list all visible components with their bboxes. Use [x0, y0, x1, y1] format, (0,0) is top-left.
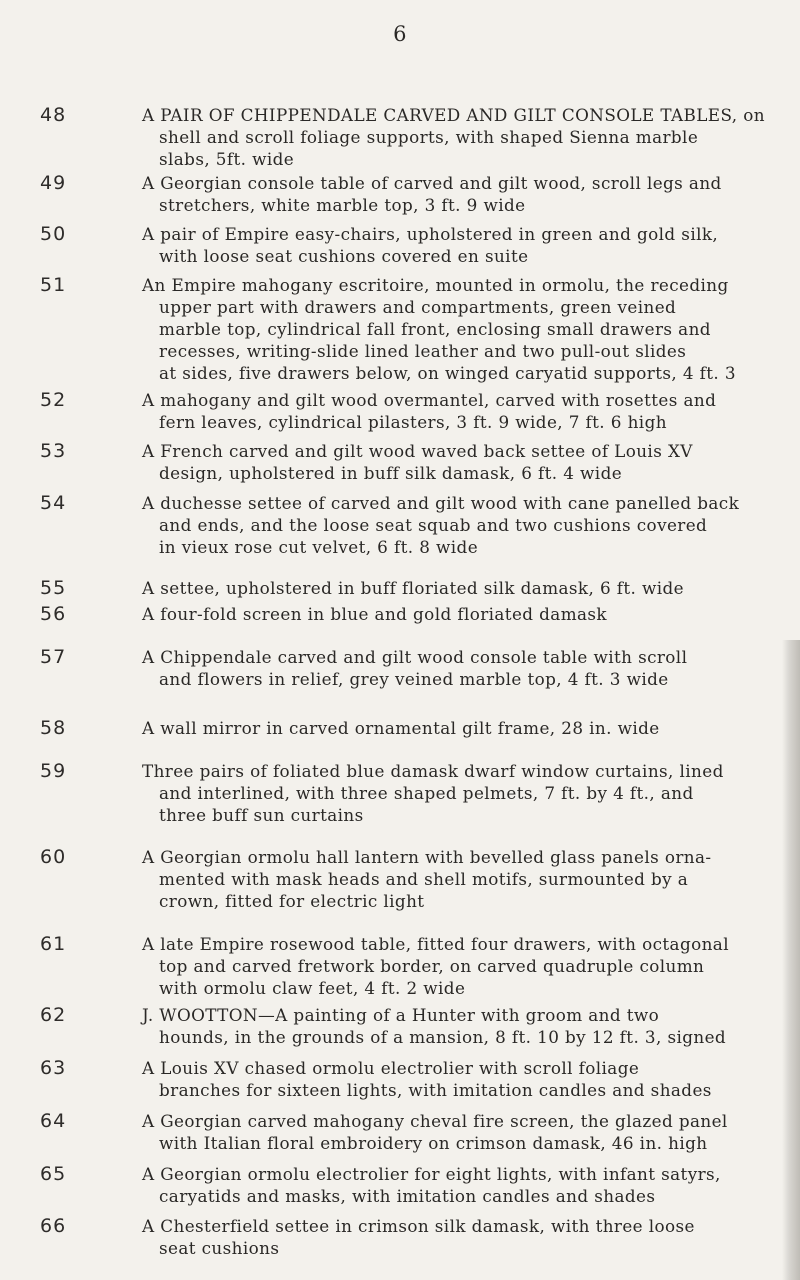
- lot-description-line: seat cushions: [159, 1238, 280, 1258]
- lot-description-line: A Chesterfield settee in crimson silk damask, with three loose: [142, 1216, 695, 1236]
- lot-description-line: A settee, upholstered in buff floriated silk damask, 6 ft. wide: [142, 578, 685, 598]
- lot-number: 52: [40, 389, 67, 411]
- lot-description-line: at sides, five drawers below, on winged caryatid supports, 4 ft. 3: [159, 363, 736, 383]
- lot-description-line: upper part with drawers and compartments, green veined: [159, 297, 677, 317]
- lot-description: [142, 1215, 782, 1259]
- lot-description: [142, 389, 782, 433]
- lot-number: 57: [40, 646, 67, 668]
- lot-description: [142, 603, 782, 625]
- lot-description: [142, 646, 782, 690]
- lot-description: [142, 440, 782, 484]
- lot-description: [142, 492, 782, 558]
- lot-description: [142, 1110, 782, 1154]
- lot-description-line: A duchesse settee of carved and gilt wood with cane panelled back: [142, 493, 740, 513]
- lot-number: 66: [40, 1215, 67, 1237]
- lot-description-line: branches for sixteen lights, with imitation candles and shades: [159, 1080, 712, 1100]
- lot-description: [142, 760, 782, 826]
- lot-description: [142, 1004, 782, 1048]
- lot-description: [142, 933, 782, 999]
- lot-description-line: A mahogany and gilt wood overmantel, carved with rosettes and: [142, 390, 717, 410]
- lot-description-line: A wall mirror in carved ornamental gilt frame, 28 in. wide: [142, 718, 660, 738]
- lot-number: 49: [40, 172, 67, 194]
- lot-number: 65: [40, 1163, 67, 1185]
- lot-description-line: fern leaves, cylindrical pilasters, 3 ft. 9 wide, 7 ft. 6 high: [159, 412, 667, 432]
- lot-description-line: A Chippendale carved and gilt wood console table with scroll: [142, 647, 688, 667]
- lot-description-line: A Georgian ormolu hall lantern with bevelled glass panels orna-: [142, 847, 712, 867]
- lot-description-line: A late Empire rosewood table, fitted four drawers, with octagonal: [142, 934, 729, 954]
- lot-description: [142, 104, 782, 170]
- lot-description-line: A four-fold screen in blue and gold floriated damask: [142, 604, 608, 624]
- lot-description-line: shell and scroll foliage supports, with shaped Sienna marble: [159, 127, 699, 147]
- lot-number: 48: [40, 104, 67, 126]
- lot-description-line: three buff sun curtains: [159, 805, 364, 825]
- lot-description-line: Three pairs of foliated blue damask dwarf window curtains, lined: [142, 761, 724, 781]
- lot-description: [142, 274, 782, 384]
- lot-description: [142, 717, 782, 739]
- lot-number: 51: [40, 274, 67, 296]
- lot-number: 53: [40, 440, 67, 462]
- lot-number: 55: [40, 577, 67, 599]
- lot-description-line: slabs, 5ft. wide: [159, 149, 295, 169]
- lot-description-line: in vieux rose cut velvet, 6 ft. 8 wide: [159, 537, 479, 557]
- lot-description-line: J. WOOTTON—A painting of a Hunter with groom and two: [142, 1005, 660, 1025]
- lot-description-line: A Georgian carved mahogany cheval fire screen, the glazed panel: [142, 1111, 728, 1131]
- lot-number: 60: [40, 846, 67, 868]
- lot-description-line: and ends, and the loose seat squab and two cushions covered: [159, 515, 708, 535]
- lot-description: [142, 1057, 782, 1101]
- lot-description-line: with ormolu claw feet, 4 ft. 2 wide: [159, 978, 466, 998]
- lot-description: [142, 846, 782, 912]
- lot-description-line: recesses, writing-slide lined leather and two pull-out slides: [159, 341, 687, 361]
- lot-description-line: A PAIR OF CHIPPENDALE CARVED AND GILT CONSOLE TABLES, on: [142, 105, 765, 125]
- lot-description-line: A Georgian ormolu electrolier for eight lights, with infant satyrs,: [142, 1164, 721, 1184]
- lot-number: 54: [40, 492, 67, 514]
- lot-description-line: and flowers in relief, grey veined marble top, 4 ft. 3 wide: [159, 669, 669, 689]
- lot-description: [142, 1163, 782, 1207]
- lot-description-line: caryatids and masks, with imitation candles and shades: [159, 1186, 656, 1206]
- lot-description-line: with Italian floral embroidery on crimson damask, 46 in. high: [159, 1133, 708, 1153]
- lot-number: 64: [40, 1110, 67, 1132]
- page-edge-shadow: [782, 640, 800, 1280]
- lot-number: 62: [40, 1004, 67, 1026]
- lot-description: [142, 172, 782, 216]
- lot-description-line: design, upholstered in buff silk damask, 6 ft. 4 wide: [159, 463, 623, 483]
- lot-description-line: An Empire mahogany escritoire, mounted in ormolu, the receding: [142, 275, 729, 295]
- lot-number: 56: [40, 603, 67, 625]
- lot-description-line: stretchers, white marble top, 3 ft. 9 wide: [159, 195, 526, 215]
- lot-description-line: A French carved and gilt wood waved back settee of Louis XV: [142, 441, 693, 461]
- lot-number: 59: [40, 760, 67, 782]
- lot-description-line: mented with mask heads and shell motifs, surmounted by a: [159, 869, 689, 889]
- lot-number: 61: [40, 933, 67, 955]
- lot-description-line: A pair of Empire easy-chairs, upholstered in green and gold silk,: [142, 224, 719, 244]
- lot-description-line: crown, fitted for electric light: [159, 891, 425, 911]
- lot-description-line: A Louis XV chased ormolu electrolier with scroll foliage: [142, 1058, 640, 1078]
- page-number: 6: [393, 22, 407, 46]
- lot-description-line: A Georgian console table of carved and gilt wood, scroll legs and: [142, 173, 722, 193]
- lot-description-line: and interlined, with three shaped pelmets, 7 ft. by 4 ft., and: [159, 783, 694, 803]
- lot-number: 58: [40, 717, 67, 739]
- lot-description: [142, 577, 782, 599]
- lot-description-line: top and carved fretwork border, on carved quadruple column: [159, 956, 705, 976]
- lot-description-line: with loose seat cushions covered en suite: [159, 246, 529, 266]
- lot-description: [142, 223, 782, 267]
- lot-description-line: marble top, cylindrical fall front, enclosing small drawers and: [159, 319, 711, 339]
- lot-number: 50: [40, 223, 67, 245]
- lot-description-line: hounds, in the grounds of a mansion, 8 ft. 10 by 12 ft. 3, signed: [159, 1027, 727, 1047]
- lot-number: 63: [40, 1057, 67, 1079]
